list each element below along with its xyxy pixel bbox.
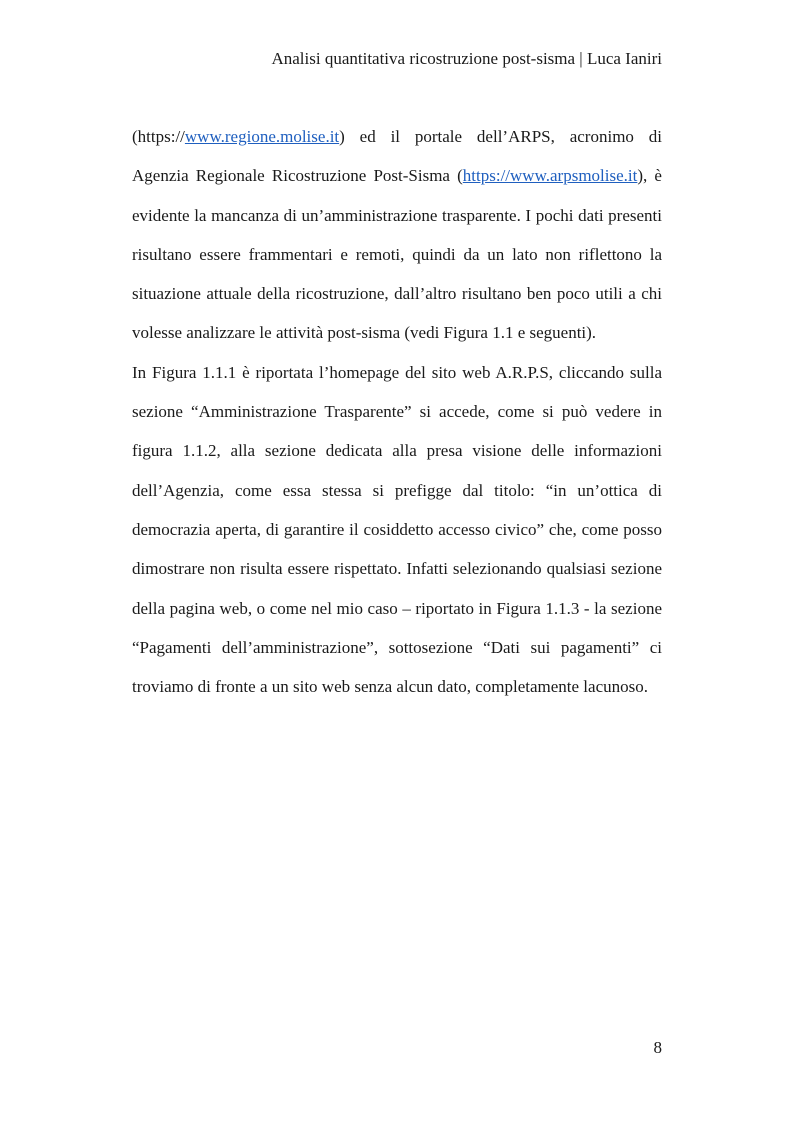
text-line: troviamo di fronte a un sito web senza alcun dato, completamente lacunoso. — [132, 677, 648, 697]
text-line: dell’Agenzia, come essa stessa si prefigge dal titolo: “in un’ottica di — [132, 480, 662, 500]
regione-molise-link[interactable]: www.regione.molise.it — [184, 127, 340, 146]
text-line: della pagina web, o come nel mio caso – riportato in Figura 1.1.3 - la sezione — [132, 598, 662, 618]
body-text — [132, 117, 662, 706]
text-line: In Figura 1.1.1 è riportata l’homepage del sito web A.R.P.S, cliccando sulla — [132, 362, 662, 382]
text-line: figura 1.1.2, alla sezione dedicata alla presa visione delle informazioni — [132, 441, 662, 461]
text-line: “Pagamenti dell’amministrazione”, sottosezione “Dati sui pagamenti” ci — [132, 637, 662, 657]
text-line: risultano essere frammentari e remoti, quindi da un lato non riflettono la — [132, 244, 662, 264]
text-line: sezione “Amministrazione Trasparente” si accede, come si può vedere in — [132, 402, 662, 422]
arps-molise-link[interactable]: https://www.arpsmolise.it — [462, 166, 638, 186]
text-line: situazione attuale della ricostruzione, dall’altro risultano ben poco utili a chi — [132, 284, 662, 304]
text-line: (https://www.regione.molise.it) ed il portale dell’ARPS, acronimo di — [132, 127, 662, 146]
paragraph-1 — [132, 117, 662, 353]
text-line: dimostrare non risulta essere rispettato. Infatti selezionando qualsiasi sezione — [132, 559, 662, 579]
text-line: Agenzia Regionale Ricostruzione Post-Sisma (https://www.arpsmolise.it), è — [132, 166, 662, 186]
page-number: 8 — [653, 1038, 662, 1057]
text-line: evidente la mancanza di un’amministrazione trasparente. I pochi dati presenti — [132, 205, 662, 225]
text-line: volesse analizzare le attività post-sisma (vedi Figura 1.1 e seguenti). — [132, 323, 597, 343]
text-line: democrazia aperta, di garantire il cosiddetto accesso civico” che, come posso — [132, 519, 662, 539]
paragraph-2 — [132, 353, 662, 707]
running-header: Analisi quantitativa ricostruzione post-sisma | Luca Ianiri — [271, 49, 662, 68]
